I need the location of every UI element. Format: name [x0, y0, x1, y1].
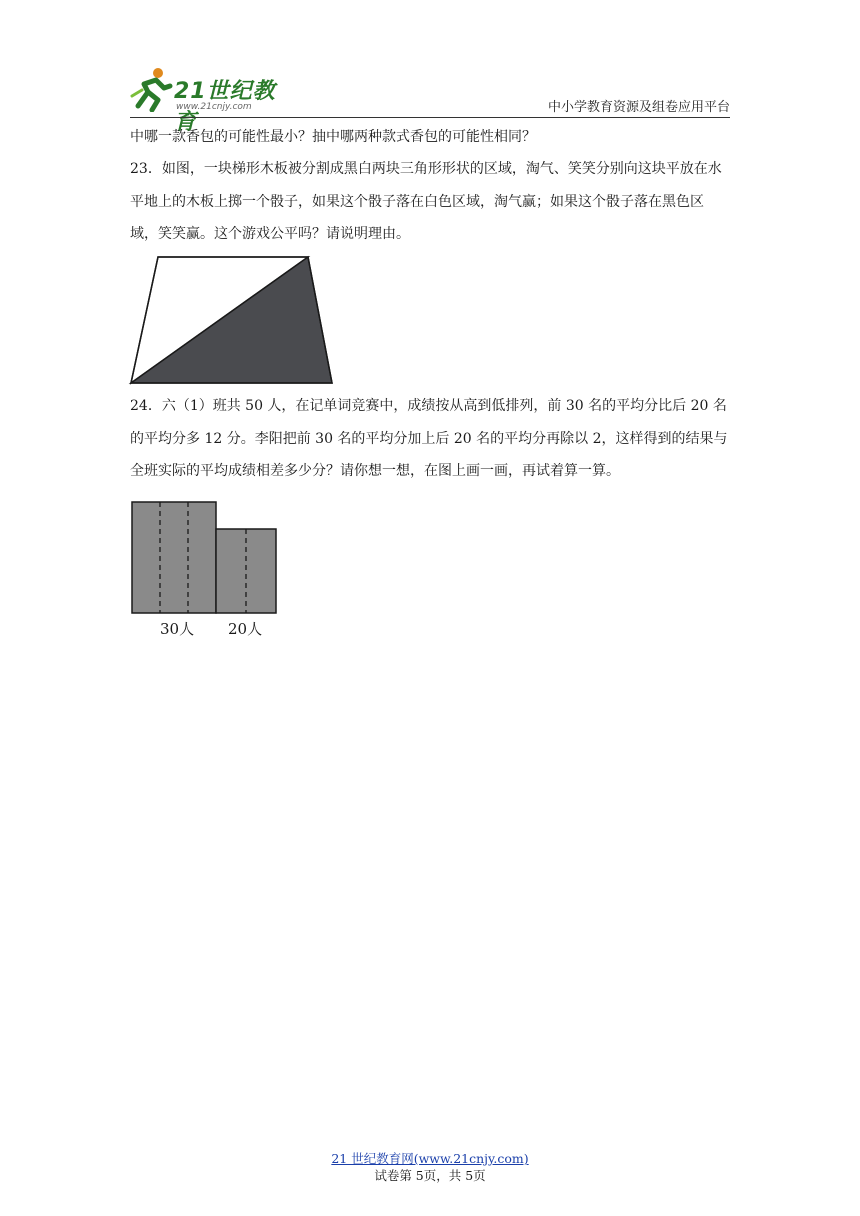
- question-24: 24．六（1）班共 50 人，在记单词竞赛中，成绩按从高到低排列，前 30 名的平均分比后 20 名的平均分多 12 分。李阳把前 30 名的平均分加上后 20 名的平均分再除以 2，这样得到的结果与全班实际的平均成绩相差多少分？请你想一想，在图上画一画，再试着算一算。: [130, 398, 728, 479]
- label-20: 20人: [228, 620, 263, 638]
- page-header: [130, 62, 730, 135]
- footer-link[interactable]: 21 世纪教育网(www.21cnjy.com): [331, 1151, 529, 1166]
- page-footer: [0, 1150, 860, 1184]
- label-30: 30人: [160, 620, 195, 638]
- question-22-continuation: 中哪一款香包的可能性最小？抽中哪两种款式香包的可能性相同？: [130, 129, 536, 145]
- bar-30: [132, 502, 216, 613]
- runner-logo-icon: [130, 66, 174, 112]
- logo-url: www.21cnjy.com: [176, 102, 252, 112]
- page-number: 试卷第 5页，共 5页: [374, 1168, 486, 1183]
- bar-figure: [128, 498, 288, 640]
- logo: [130, 66, 290, 135]
- trapezoid-figure: [128, 255, 338, 391]
- platform-name: 中小学教育资源及组卷应用平台: [547, 100, 730, 115]
- question-23: 23．如图，一块梯形木板被分割成黑白两块三角形形状的区域，淘气、笑笑分别向这块平放在水平地上的木板上掷一个骰子，如果这个骰子落在白色区域，淘气赢；如果这个骰子落在黑色区域，笑笑赢。这个游戏公平吗？请说明理由。: [130, 161, 722, 242]
- logo-text: 21世纪教育: [174, 79, 276, 135]
- header-divider: [130, 117, 730, 118]
